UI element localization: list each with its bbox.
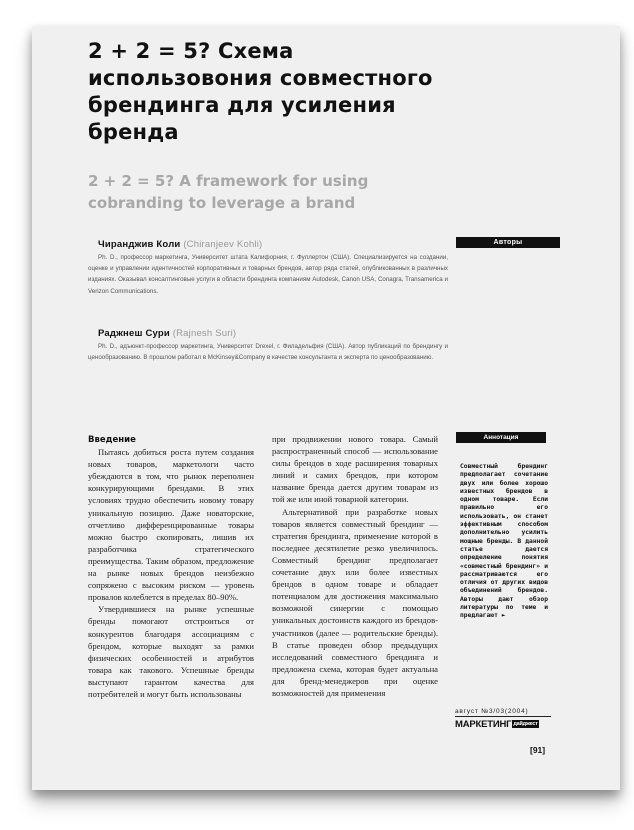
author-name-latin: (Rajnesh Suri) [172,328,237,339]
author-name [98,239,448,250]
journal-page [32,26,620,790]
abstract-label: Аннотация [456,432,546,443]
article-subtitle: 2 + 2 = 5? A framework for using cobranding to leverage a brand [88,172,369,212]
issue-info: август №3/03(2004) [455,708,551,717]
page-number: [91] [530,745,546,755]
paragraph: при продвижении нового товара. Самый распространенный способ — использование силы брендов в ходе расширения товарных линий и самих брендов, при котором название бренда дается другим товарам из той же или иной товарной категории. [272,434,438,505]
magazine-logo [455,719,539,730]
magazine-name: МАРКЕТИНГ [455,719,512,730]
abstract-text: Совместный брендинг предполагает сочетание двух или более хорошо известных брендов в одном товаре. Если правильно его использовать, он станет эффективным способом дополнительно усилить мощные бренды. В данной статье дается определение понятия «совместный брендинг» и рассматриваются его отличия от других видов объединений брендов. Авторы дают обзор литературы по теме и предлагают ► [460,463,548,620]
magazine-digest: дайджест [513,721,538,728]
author-name-latin: (Chiranjeev Kohli) [183,239,263,250]
author-bio: Ph. D., адъюнкт-профессор маркетинга, Университет Drexel, г. Филадельфия (США). Автор публикаций по брендингу и ценообразованию. В прошлом работал в McKinsey&Company в качестве консультанта и эксперта по ценообразованию. [88,343,448,362]
author-name [98,328,448,339]
authors-label: Авторы [456,237,560,248]
article-title: 2 + 2 = 5? Схема использовония совместного брендинга для усиления бренда [88,39,433,144]
paragraph: Пытаясь добиться роста путем создания новых товаров, маркетологи часто убеждаются в том, что рынок переполнен конкурирующими брендами. В этих условиях трудно обеспечить новому товару уникальную позицию. Даже новаторские, отчетливо дифференцированные товары можно быстро скопировать, лишив их разработчика стратегического преимущества. Таким образом, предложение на рынке новых брендов неизбежно сопряжено с высоким риском — уровень провалов колеблется в пределах 80–90%. [88,447,254,603]
section-title: Введение [88,435,136,445]
author-block [88,328,448,363]
author-block [88,239,448,297]
author-bio: Ph. D., профессор маркетинга, Университет штата Калифорния, г. Фуллертон (США). Специализируется на создании, оценке и управлении идентичностей корпоративных и товарных брендов, автор ряда статей, опубликованных в различных изданиях. Оказывал консалтинговые услуги в области брендинга компаниям Autodesk, Canon USA, Conagra, Transamerica и Verizon Communications. [88,254,448,295]
body-column-1 [88,434,254,700]
paragraph: Утвердившиеся на рынке успешные бренды помогают отстроиться от конкурентов благодаря ассоциациям с брендом, которые выходят за рамки физических особенностей и атрибутов товара как такового. Успешные бренды выступают гарантом качества для потребителей и могут быть использованы [88,604,254,699]
paragraph: Альтернативой при разработке новых товаров является совместный брендинг — стратегия брендинга, применение которой в последнее десятилетие резко увеличилось. Совместный брендинг предполагает сочетание двух или более известных брендов в одном товаре и обладает потенциалом для достижения максимально возможной синергии с помощью уникальных достоинств каждого из брендов-участников (далее — родительские бренды). В статье проведен обзор предыдущих исследований совместного брендинга и предложена схема, которая будет актуальна для бренд-менеджеров при оценке возможностей для применения [272,506,438,698]
author-name-ru: Чиранджив Коли [98,239,181,250]
body-column-2 [272,433,438,699]
author-name-ru: Раджнеш Сури [98,328,170,339]
